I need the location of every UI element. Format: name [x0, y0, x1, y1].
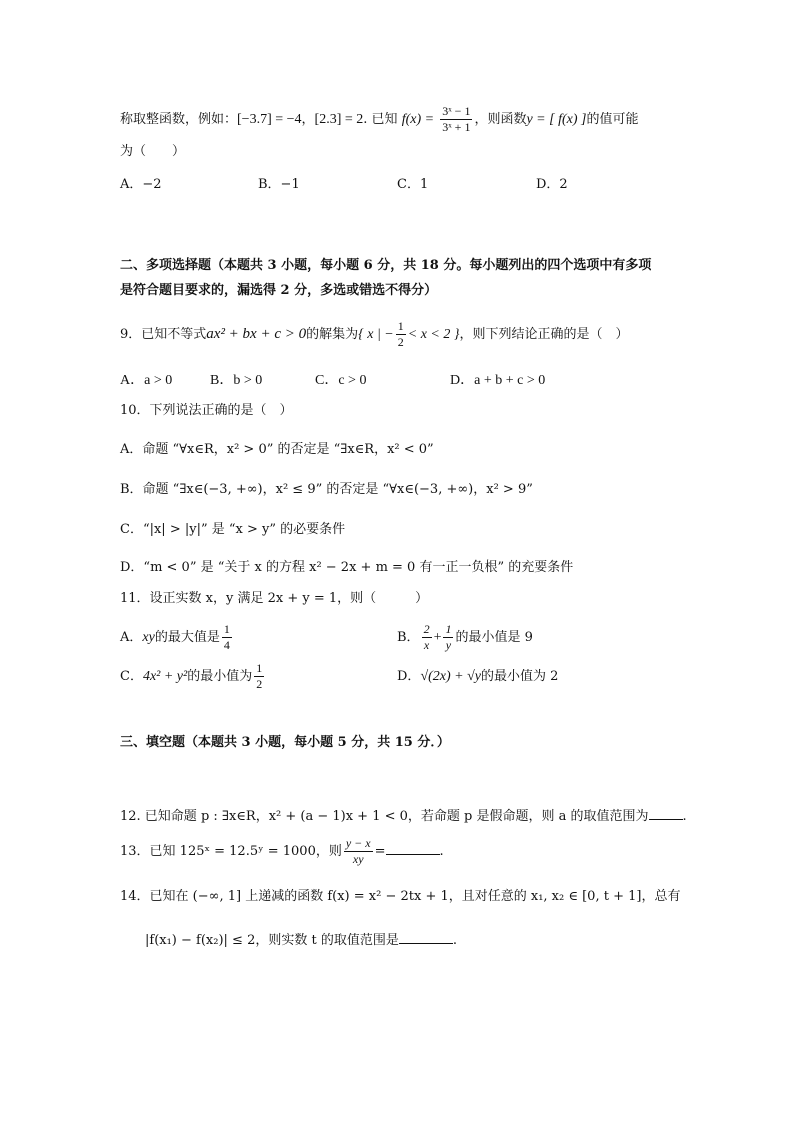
q11-option-b	[397, 620, 533, 656]
q12-end: .	[682, 809, 687, 824]
q13-end: .	[439, 844, 444, 859]
q8-sep: ，	[301, 112, 315, 127]
q9-option-c: C．c > 0	[315, 373, 367, 388]
q14-line1: 14．已知在 (−∞, 1] 上递减的函数 f(x) = x² − 2tx + 1，且对任意的 x₁, x₂ ∈ [0, t + 1]，总有	[120, 889, 681, 904]
q12-text: 12. 已知命题 p : ∃x∈R，x² + (a − 1)x + 1 < 0，若命题 p 是假命题，则 a 的取值范围为	[120, 809, 649, 824]
q9-option-a: A．a > 0	[120, 373, 173, 388]
q8-option-b: B．−1	[258, 177, 300, 192]
q11-c-numerator: 1	[256, 661, 263, 675]
q11-b-fraction2	[443, 622, 453, 653]
q9-stem-c: ，则下列结论正确的是（ ）	[459, 327, 629, 342]
q9-option-d: D．a + b + c > 0	[450, 373, 546, 388]
q13-text-a: 13．已知 125ˣ = 12.5ʸ = 1000，则	[120, 844, 342, 859]
q11-a-label: A．	[120, 630, 143, 645]
q11-b-fraction1	[422, 622, 432, 653]
q13-denominator: xy	[352, 852, 364, 866]
q11-a-denominator: 4	[223, 638, 230, 652]
q9-option-b: B．b > 0	[210, 373, 263, 388]
q11-b-denominator1: x	[423, 638, 430, 652]
q13-equals: =	[374, 844, 386, 859]
q13-answer-blank[interactable]	[386, 840, 440, 855]
q9-set-numerator: 1	[397, 319, 404, 333]
section3-title: 三、填空题（本题共 3 小题，每小题 5 分，共 15 分．）	[120, 735, 450, 750]
q9-set-right: < x < 2 }	[407, 327, 460, 342]
q11-c-label: C．	[120, 669, 143, 684]
q11-d-expr: √(2x) + √y	[420, 669, 482, 684]
q9-stem-b: 的解集为	[306, 327, 359, 342]
q11-c-denominator: 2	[256, 677, 263, 691]
q10-option-c: C．“|x| > |y|” 是 “x > y” 的必要条件	[120, 522, 346, 537]
q11-b-plus: +	[433, 630, 442, 645]
q8-option-d: D．2	[536, 177, 568, 192]
q8-text-b: . 已知	[363, 112, 398, 127]
q13-line	[120, 834, 444, 870]
q11-stem: 11．设正实数 x，y 满足 2x + y = 1，则（ ）	[120, 591, 429, 606]
q10-option-b: B．命题 “∃x∈(−3, +∞)，x² ≤ 9” 的否定是 “∀x∈(−3, +∞)，x² > 9”	[120, 482, 533, 497]
q14-text: |f(x₁) − f(x₂)| ≤ 2，则实数 t 的取值范围是	[145, 933, 399, 948]
q11-b-label: B．	[397, 630, 420, 645]
q9-stem-a: 9．已知不等式	[120, 327, 207, 342]
q8-line2: 为（ ）	[120, 144, 186, 159]
q10-stem: 10．下列说法正确的是（ ）	[120, 403, 293, 418]
q9-set-fraction	[396, 319, 406, 350]
section2-title-line2: 是符合题目要求的，漏选得 2 分，多选或错选不得分）	[120, 283, 438, 298]
q11-c-expr: 4x² + y²	[142, 669, 188, 684]
q11-a-numerator: 1	[223, 622, 230, 636]
q8-text-a: 称取整函数，例如：	[120, 112, 238, 127]
q8-f-numerator: 3ˣ − 1	[442, 104, 471, 118]
q9-set-denominator: 2	[397, 335, 404, 349]
q11-b-numerator1: 2	[423, 622, 430, 636]
q11-a-fraction	[222, 622, 232, 653]
q11-b-numerator2: 1	[445, 622, 452, 636]
q11-option-c	[120, 659, 266, 695]
q12-line	[120, 805, 687, 827]
q8-y-expr: y = [ f(x) ]	[526, 112, 587, 127]
q11-b-text: 的最小值是 9	[455, 630, 533, 645]
q9-stem	[120, 316, 628, 352]
q11-a-text: 的最大值是	[154, 630, 220, 645]
q13-fraction	[344, 836, 373, 867]
q11-d-label: D．	[397, 669, 421, 684]
q13-numerator: y − x	[345, 836, 371, 850]
q9-inequality: ax² + bx + c > 0	[206, 326, 307, 342]
q14-end: .	[452, 933, 457, 948]
q10-option-d: D．“m < 0” 是 “关于 x 的方程 x² − 2x + m = 0 有一正一负根” 的充要条件	[120, 560, 574, 575]
q10-option-a: A．命题 “∀x∈R，x² > 0” 的否定是 “∃x∈R，x² < 0”	[120, 442, 434, 457]
q9-set-left: { x | −	[358, 327, 394, 342]
q8-text-c: ，则函数	[474, 112, 527, 127]
q8-f-fraction	[440, 104, 472, 135]
section2-title-line1: 二、多项选择题（本题共 3 小题，每小题 6 分，共 18 分。每小题列出的四个选项中有多项	[120, 258, 652, 273]
q8-option-c: C．1	[397, 177, 429, 192]
q8-f-denominator: 3ˣ + 1	[442, 120, 471, 134]
q8-f-label: f(x) =	[401, 112, 435, 127]
q12-answer-blank[interactable]	[649, 805, 683, 820]
q8-example1: [−3.7] = −4	[237, 112, 302, 127]
q11-c-fraction	[254, 661, 264, 692]
q8-example2: [2.3] = 2	[314, 112, 364, 127]
q11-a-var: xy	[142, 630, 155, 645]
q8-option-a: A．−2	[120, 177, 162, 192]
q14-line2	[145, 929, 457, 951]
q11-option-a	[120, 620, 234, 656]
q11-b-denominator2: y	[445, 638, 452, 652]
q11-c-text: 的最小值为	[187, 669, 253, 684]
q8-text-d: 的值可能	[586, 112, 639, 127]
q14-answer-blank[interactable]	[399, 929, 453, 944]
q11-d-text: 的最小值为 2	[481, 669, 559, 684]
q11-option-d	[397, 659, 558, 695]
q8-line1	[120, 102, 638, 138]
